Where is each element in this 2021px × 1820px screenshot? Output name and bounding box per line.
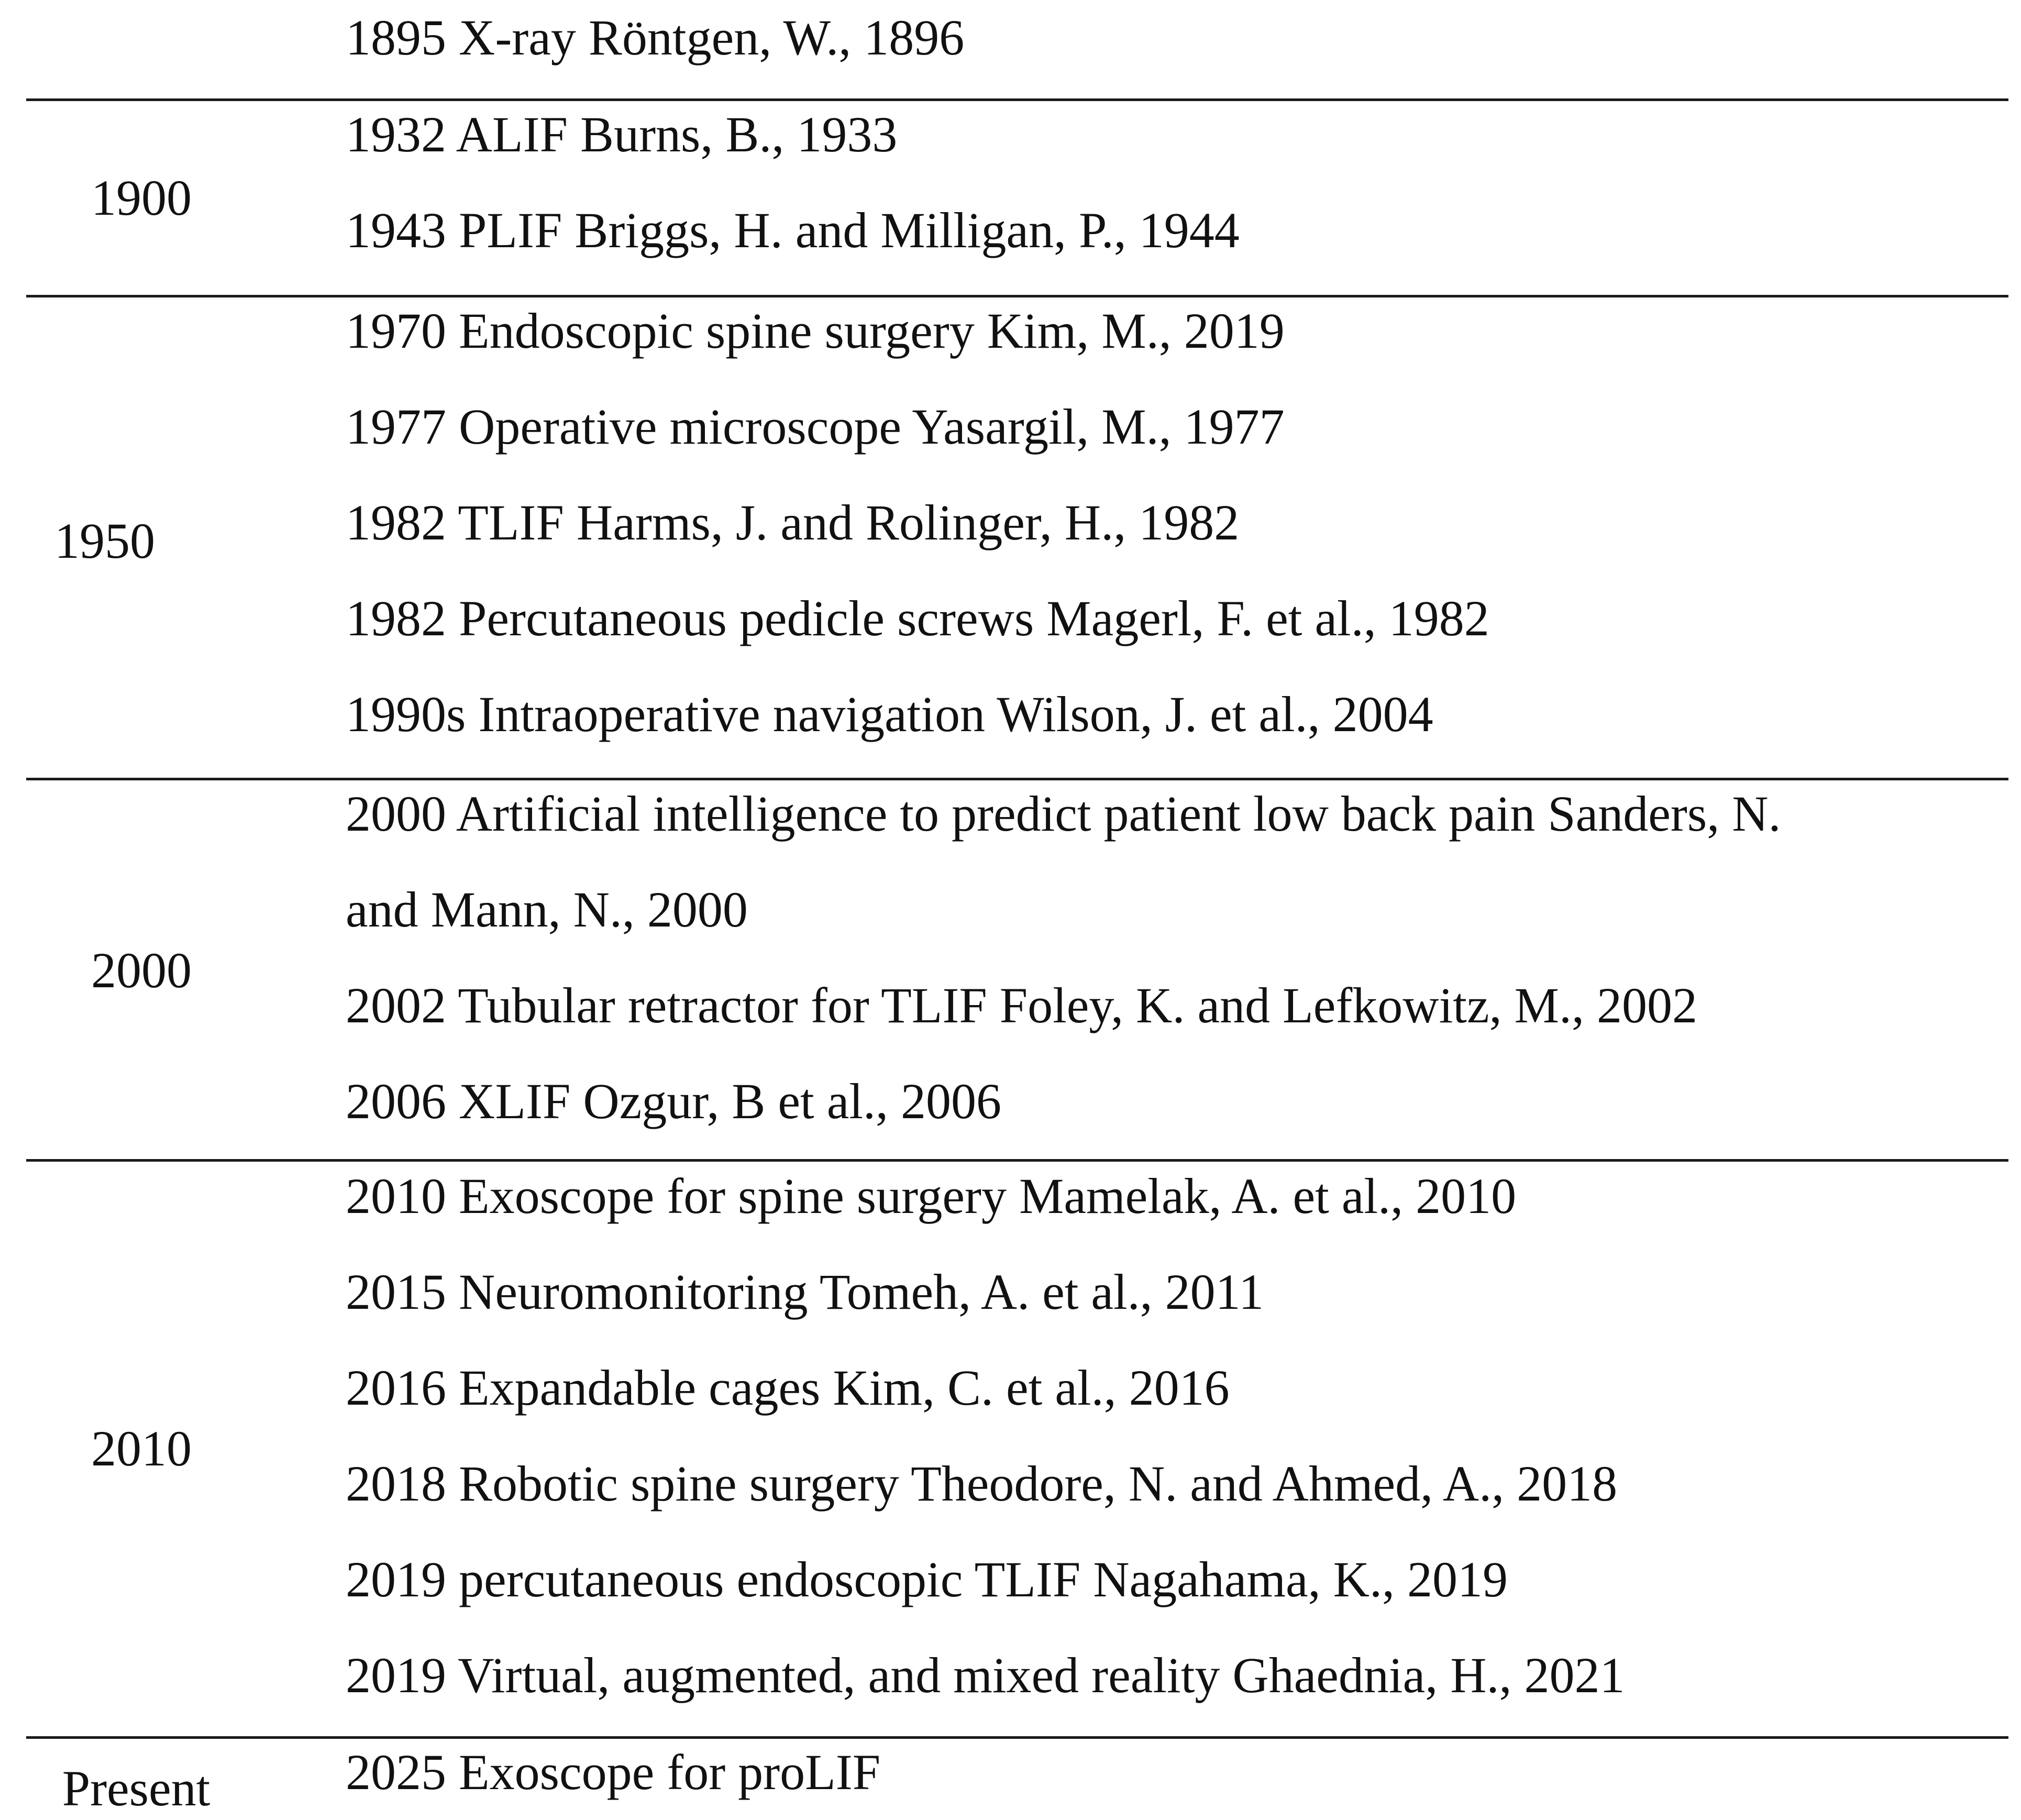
- timeline-entry: 2010 Exoscope for spine surgery Mamelak, A. et al., 2010: [346, 1168, 1517, 1224]
- timeline-entry: 2025 Exoscope for proLIF: [346, 1744, 881, 1800]
- timeline-entry: 2000 Artificial intelligence to predict patient low back pain Sanders, N.: [346, 786, 1781, 842]
- era-label: 2000: [91, 942, 192, 998]
- timeline-entry: 1977 Operative microscope Yasargil, M., 1977: [346, 399, 1285, 455]
- era-label: Present: [62, 1760, 211, 1816]
- timeline-entry: 2015 Neuromonitoring Tomeh, A. et al., 2011: [346, 1264, 1264, 1320]
- timeline-entry: 2018 Robotic spine surgery Theodore, N. and Ahmed, A., 2018: [346, 1455, 1618, 1512]
- timeline-entry: 1982 Percutaneous pedicle screws Magerl, F. et al., 1982: [346, 590, 1489, 646]
- timeline-entry: 2002 Tubular retractor for TLIF Foley, K. and Lefkowitz, M., 2002: [346, 977, 1697, 1033]
- timeline-entry: 1932 ALIF Burns, B., 1933: [346, 106, 898, 162]
- era-label: 1900: [91, 170, 192, 226]
- timeline-entry: 2019 percutaneous endoscopic TLIF Nagahama, K., 2019: [346, 1551, 1508, 1607]
- timeline-entry: 1970 Endoscopic spine surgery Kim, M., 2019: [346, 303, 1285, 359]
- timeline-entry: 1895 X-ray Röntgen, W., 1896: [346, 9, 965, 65]
- era-label: 2010: [91, 1420, 192, 1476]
- timeline-entry: 2006 XLIF Ozgur, B et al., 2006: [346, 1073, 1001, 1129]
- timeline-entry: 1990s Intraoperative navigation Wilson, J. et al., 2004: [346, 686, 1433, 742]
- timeline-entry: 1943 PLIF Briggs, H. and Milligan, P., 1944: [346, 202, 1240, 258]
- era-label: 1950: [54, 513, 155, 569]
- timeline-entry: 2016 Expandable cages Kim, C. et al., 2016: [346, 1360, 1230, 1416]
- timeline-entry: 2019 Virtual, augmented, and mixed reality Ghaednia, H., 2021: [346, 1647, 1625, 1703]
- timeline-entry: 1982 TLIF Harms, J. and Rolinger, H., 1982: [346, 494, 1240, 550]
- timeline-entry: and Mann, N., 2000: [346, 881, 748, 937]
